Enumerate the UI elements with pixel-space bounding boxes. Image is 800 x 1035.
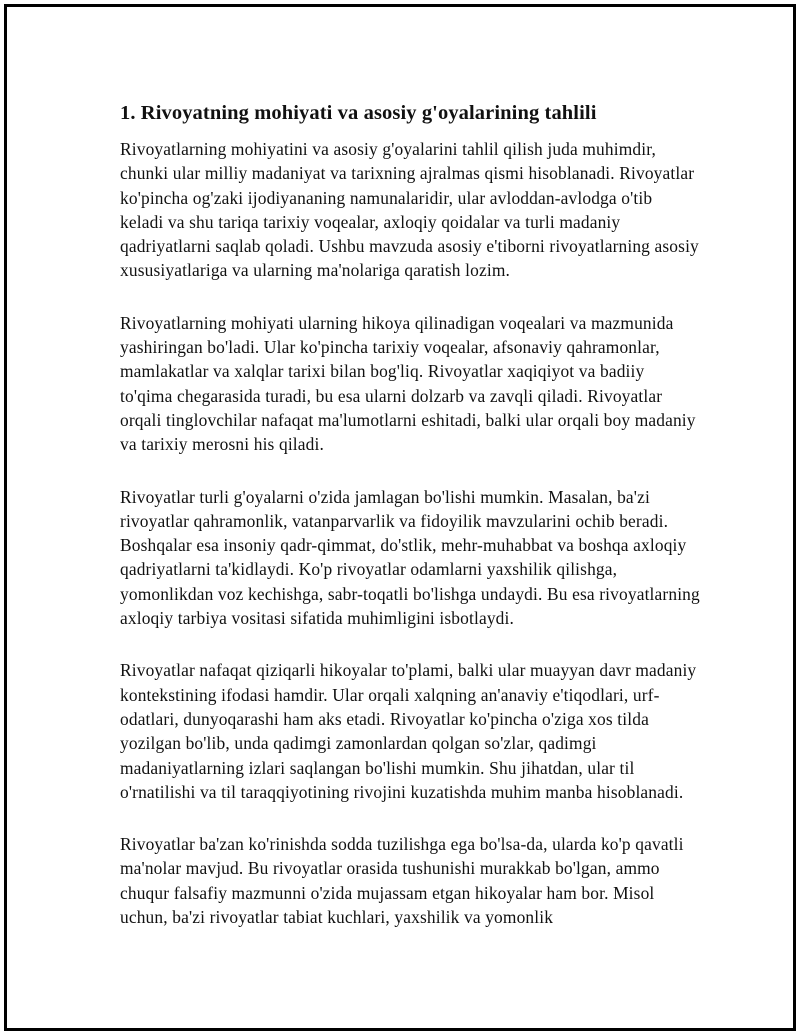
paragraph-3: Rivoyatlar turli g'oyalarni o'zida jamlagan bo'lishi mumkin. Masalan, ba'zi rivoyatlar qahramonlik, vatanparvarlik va fidoyilik mavzularini ochib beradi. Boshqalar esa insoniy qadr-qimmat, do'stlik, mehr-muhabbat va boshqa axloqiy qadriyatlarni ta'kidlaydi. Ko'p rivoyatlar odamlarni yaxshilik qilishga, yomonlikdan voz kechishga, sabr-toqatli bo'lishga undaydi. Bu esa rivoyatlarning axloqiy tarbiya vositasi sifatida muhimligini isbotlaydi.	[120, 486, 700, 629]
section-heading: 1. Rivoyatning mohiyati va asosiy g'oyalarining tahlili	[120, 102, 597, 124]
document-body	[120, 99, 700, 929]
paragraph-2: Rivoyatlarning mohiyati ularning hikoya qilinadigan voqealari va mazmunida yashiringan bo'ladi. Ular ko'pincha tarixiy voqealar, afsonaviy qahramonlar, mamlakatlar va xalqlar tarixi bilan bog'liq. Rivoyatlar xaqiqiyot va badiiy to'qima chegarasida turadi, bu esa ularni dolzarb va zavqli qiladi. Rivoyatlar orqali tinglovchilar nafaqat ma'lumotlarni eshitadi, balki ular orqali boy madaniy va tarixiy merosni his qiladi.	[120, 312, 696, 455]
paragraph-5: Rivoyatlar ba'zan ko'rinishda sodda tuzilishga ega bo'lsa-da, ularda ko'p qavatli ma'nolar mavjud. Bu rivoyatlar orasida tushunishi murakkab bo'lgan, ammo chuqur falsafiy mazmunni o'zida mujassam etgan hikoyalar ham bor. Misol uchun, ba'zi rivoyatlar tabiat kuchlari, yaxshilik va yomonlik	[120, 834, 684, 928]
paragraph-4: Rivoyatlar nafaqat qiziqarli hikoyalar to'plami, balki ular muayyan davr madaniy kontekstining ifodasi hamdir. Ular orqali xalqning an'anaviy e'tiqodlari, urf-odatlari, dunyoqarashi ham aks etadi. Rivoyatlar ko'pincha o'ziga xos tilda yozilgan bo'lib, unda qadimgi zamonlardan qolgan so'zlar, qadimgi madaniyatlarning izlari saqlangan bo'lishi mumkin. Shu jihatdan, ular til o'rnatilishi va til taraqqiyotining rivojini kuzatishda muhim manba hisoblanadi.	[120, 660, 697, 802]
page-frame	[4, 4, 796, 1031]
paragraph-1: Rivoyatlarning mohiyatini va asosiy g'oyalarini tahlil qilish juda muhimdir, chunki ular milliy madaniyat va tarixning ajralmas qismi hisoblanadi. Rivoyatlar ko'pincha og'zaki ijodiyananing namunalaridir, ular avloddan-avlodga o'tib keladi va shu tariqa tarixiy voqealar, axloqiy qoidalar va turli madaniy qadriyatlarni saqlab qoladi. Ushbu mavzuda asosiy e'tiborni rivoyatlarning asosiy xususiyatlariga va ularning ma'nolariga qaratish lozim.	[120, 139, 699, 281]
